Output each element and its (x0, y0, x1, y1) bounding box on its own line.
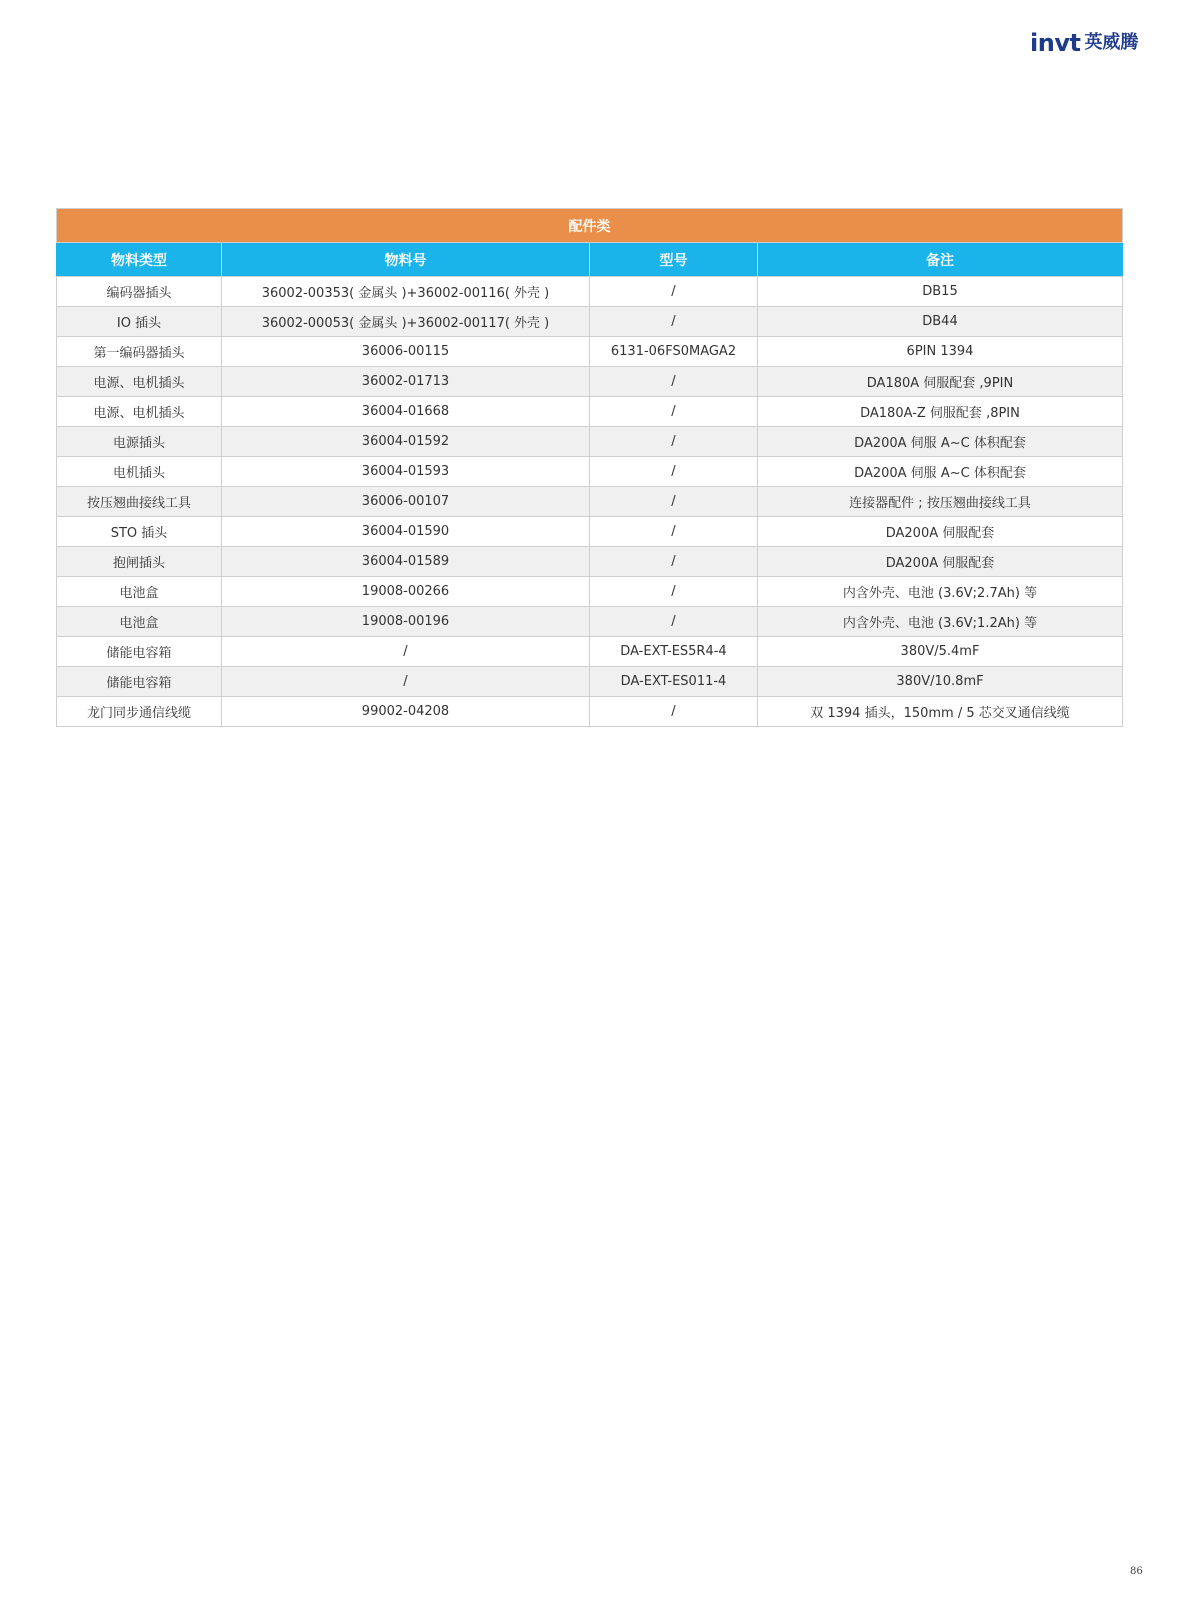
cell-material-type: 电源、电机插头 (57, 367, 222, 397)
table-body (57, 277, 1123, 727)
cell-model: / (590, 457, 758, 487)
cell-model: / (590, 277, 758, 307)
column-header-remarks: 备注 (758, 243, 1123, 277)
cell-model: / (590, 577, 758, 607)
logo-chinese-name: 英威腾 (1084, 32, 1139, 53)
table-row (57, 307, 1123, 337)
table-row (57, 457, 1123, 487)
cell-remarks: 双 1394 插头，150mm / 5 芯交叉通信线缆 (758, 697, 1123, 727)
table-row (57, 277, 1123, 307)
cell-material-type: 电源插头 (57, 427, 222, 457)
cell-remarks: DA200A 伺服配套 (758, 517, 1123, 547)
cell-material-type: 储能电容箱 (57, 667, 222, 697)
table-row (57, 517, 1123, 547)
table-header-row (57, 243, 1123, 277)
cell-remarks: DA200A 伺服 A~C 体积配套 (758, 457, 1123, 487)
cell-material-type: 电池盒 (57, 607, 222, 637)
cell-material-number: 36002-00053( 金属头 )+36002-00117( 外壳 ) (222, 307, 590, 337)
column-header-material-type: 物料类型 (57, 243, 222, 277)
cell-model: / (590, 397, 758, 427)
table-row (57, 577, 1123, 607)
table-row (57, 697, 1123, 727)
cell-model: DA-EXT-ES5R4-4 (590, 637, 758, 667)
cell-model: / (590, 697, 758, 727)
brand-logo (1030, 30, 1138, 56)
cell-material-type: 编码器插头 (57, 277, 222, 307)
table-row (57, 487, 1123, 517)
cell-model: 6131-06FS0MAGA2 (590, 337, 758, 367)
table-row (57, 607, 1123, 637)
accessories-table (56, 208, 1123, 727)
table-row (57, 427, 1123, 457)
logo-mark: invt (1030, 29, 1081, 57)
page-number: 86 (1130, 1566, 1143, 1577)
cell-remarks: 6PIN 1394 (758, 337, 1123, 367)
table-row (57, 547, 1123, 577)
cell-material-type: 龙门同步通信线缆 (57, 697, 222, 727)
table-title: 配件类 (57, 209, 1123, 243)
cell-material-number: 36006-00115 (222, 337, 590, 367)
cell-material-type: STO 插头 (57, 517, 222, 547)
table-row (57, 337, 1123, 367)
cell-material-type: 按压翘曲接线工具 (57, 487, 222, 517)
cell-remarks: DA200A 伺服 A~C 体积配套 (758, 427, 1123, 457)
cell-material-type: 抱闸插头 (57, 547, 222, 577)
cell-model: / (590, 427, 758, 457)
cell-material-number: / (222, 637, 590, 667)
cell-remarks: 连接器配件 ; 按压翘曲接线工具 (758, 487, 1123, 517)
column-header-model: 型号 (590, 243, 758, 277)
cell-material-number: 36004-01589 (222, 547, 590, 577)
cell-model: / (590, 547, 758, 577)
table-row (57, 397, 1123, 427)
cell-material-number: 36004-01590 (222, 517, 590, 547)
cell-material-number: 36004-01593 (222, 457, 590, 487)
cell-model: / (590, 517, 758, 547)
cell-material-number: 36004-01592 (222, 427, 590, 457)
cell-material-number: 36004-01668 (222, 397, 590, 427)
cell-material-type: 电池盒 (57, 577, 222, 607)
cell-material-number: 36006-00107 (222, 487, 590, 517)
cell-material-number: 36002-00353( 金属头 )+36002-00116( 外壳 ) (222, 277, 590, 307)
cell-material-type: 第一编码器插头 (57, 337, 222, 367)
cell-remarks: DA180A 伺服配套 ,9PIN (758, 367, 1123, 397)
cell-material-number: 19008-00196 (222, 607, 590, 637)
cell-remarks: DA180A-Z 伺服配套 ,8PIN (758, 397, 1123, 427)
cell-material-number: 19008-00266 (222, 577, 590, 607)
cell-material-type: 储能电容箱 (57, 637, 222, 667)
cell-remarks: 380V/5.4mF (758, 637, 1123, 667)
table-row (57, 367, 1123, 397)
table-row (57, 667, 1123, 697)
cell-remarks: 380V/10.8mF (758, 667, 1123, 697)
column-header-material-number: 物料号 (222, 243, 590, 277)
cell-remarks: DB44 (758, 307, 1123, 337)
cell-model: DA-EXT-ES011-4 (590, 667, 758, 697)
cell-remarks: DA200A 伺服配套 (758, 547, 1123, 577)
table-row (57, 637, 1123, 667)
cell-remarks: 内含外壳、电池 (3.6V;1.2Ah) 等 (758, 607, 1123, 637)
cell-material-number: 36002-01713 (222, 367, 590, 397)
table-title-row (57, 209, 1123, 243)
cell-material-type: 电机插头 (57, 457, 222, 487)
cell-material-number: 99002-04208 (222, 697, 590, 727)
cell-material-type: IO 插头 (57, 307, 222, 337)
cell-remarks: DB15 (758, 277, 1123, 307)
cell-model: / (590, 307, 758, 337)
cell-material-number: / (222, 667, 590, 697)
cell-model: / (590, 367, 758, 397)
cell-material-type: 电源、电机插头 (57, 397, 222, 427)
cell-model: / (590, 607, 758, 637)
cell-remarks: 内含外壳、电池 (3.6V;2.7Ah) 等 (758, 577, 1123, 607)
cell-model: / (590, 487, 758, 517)
